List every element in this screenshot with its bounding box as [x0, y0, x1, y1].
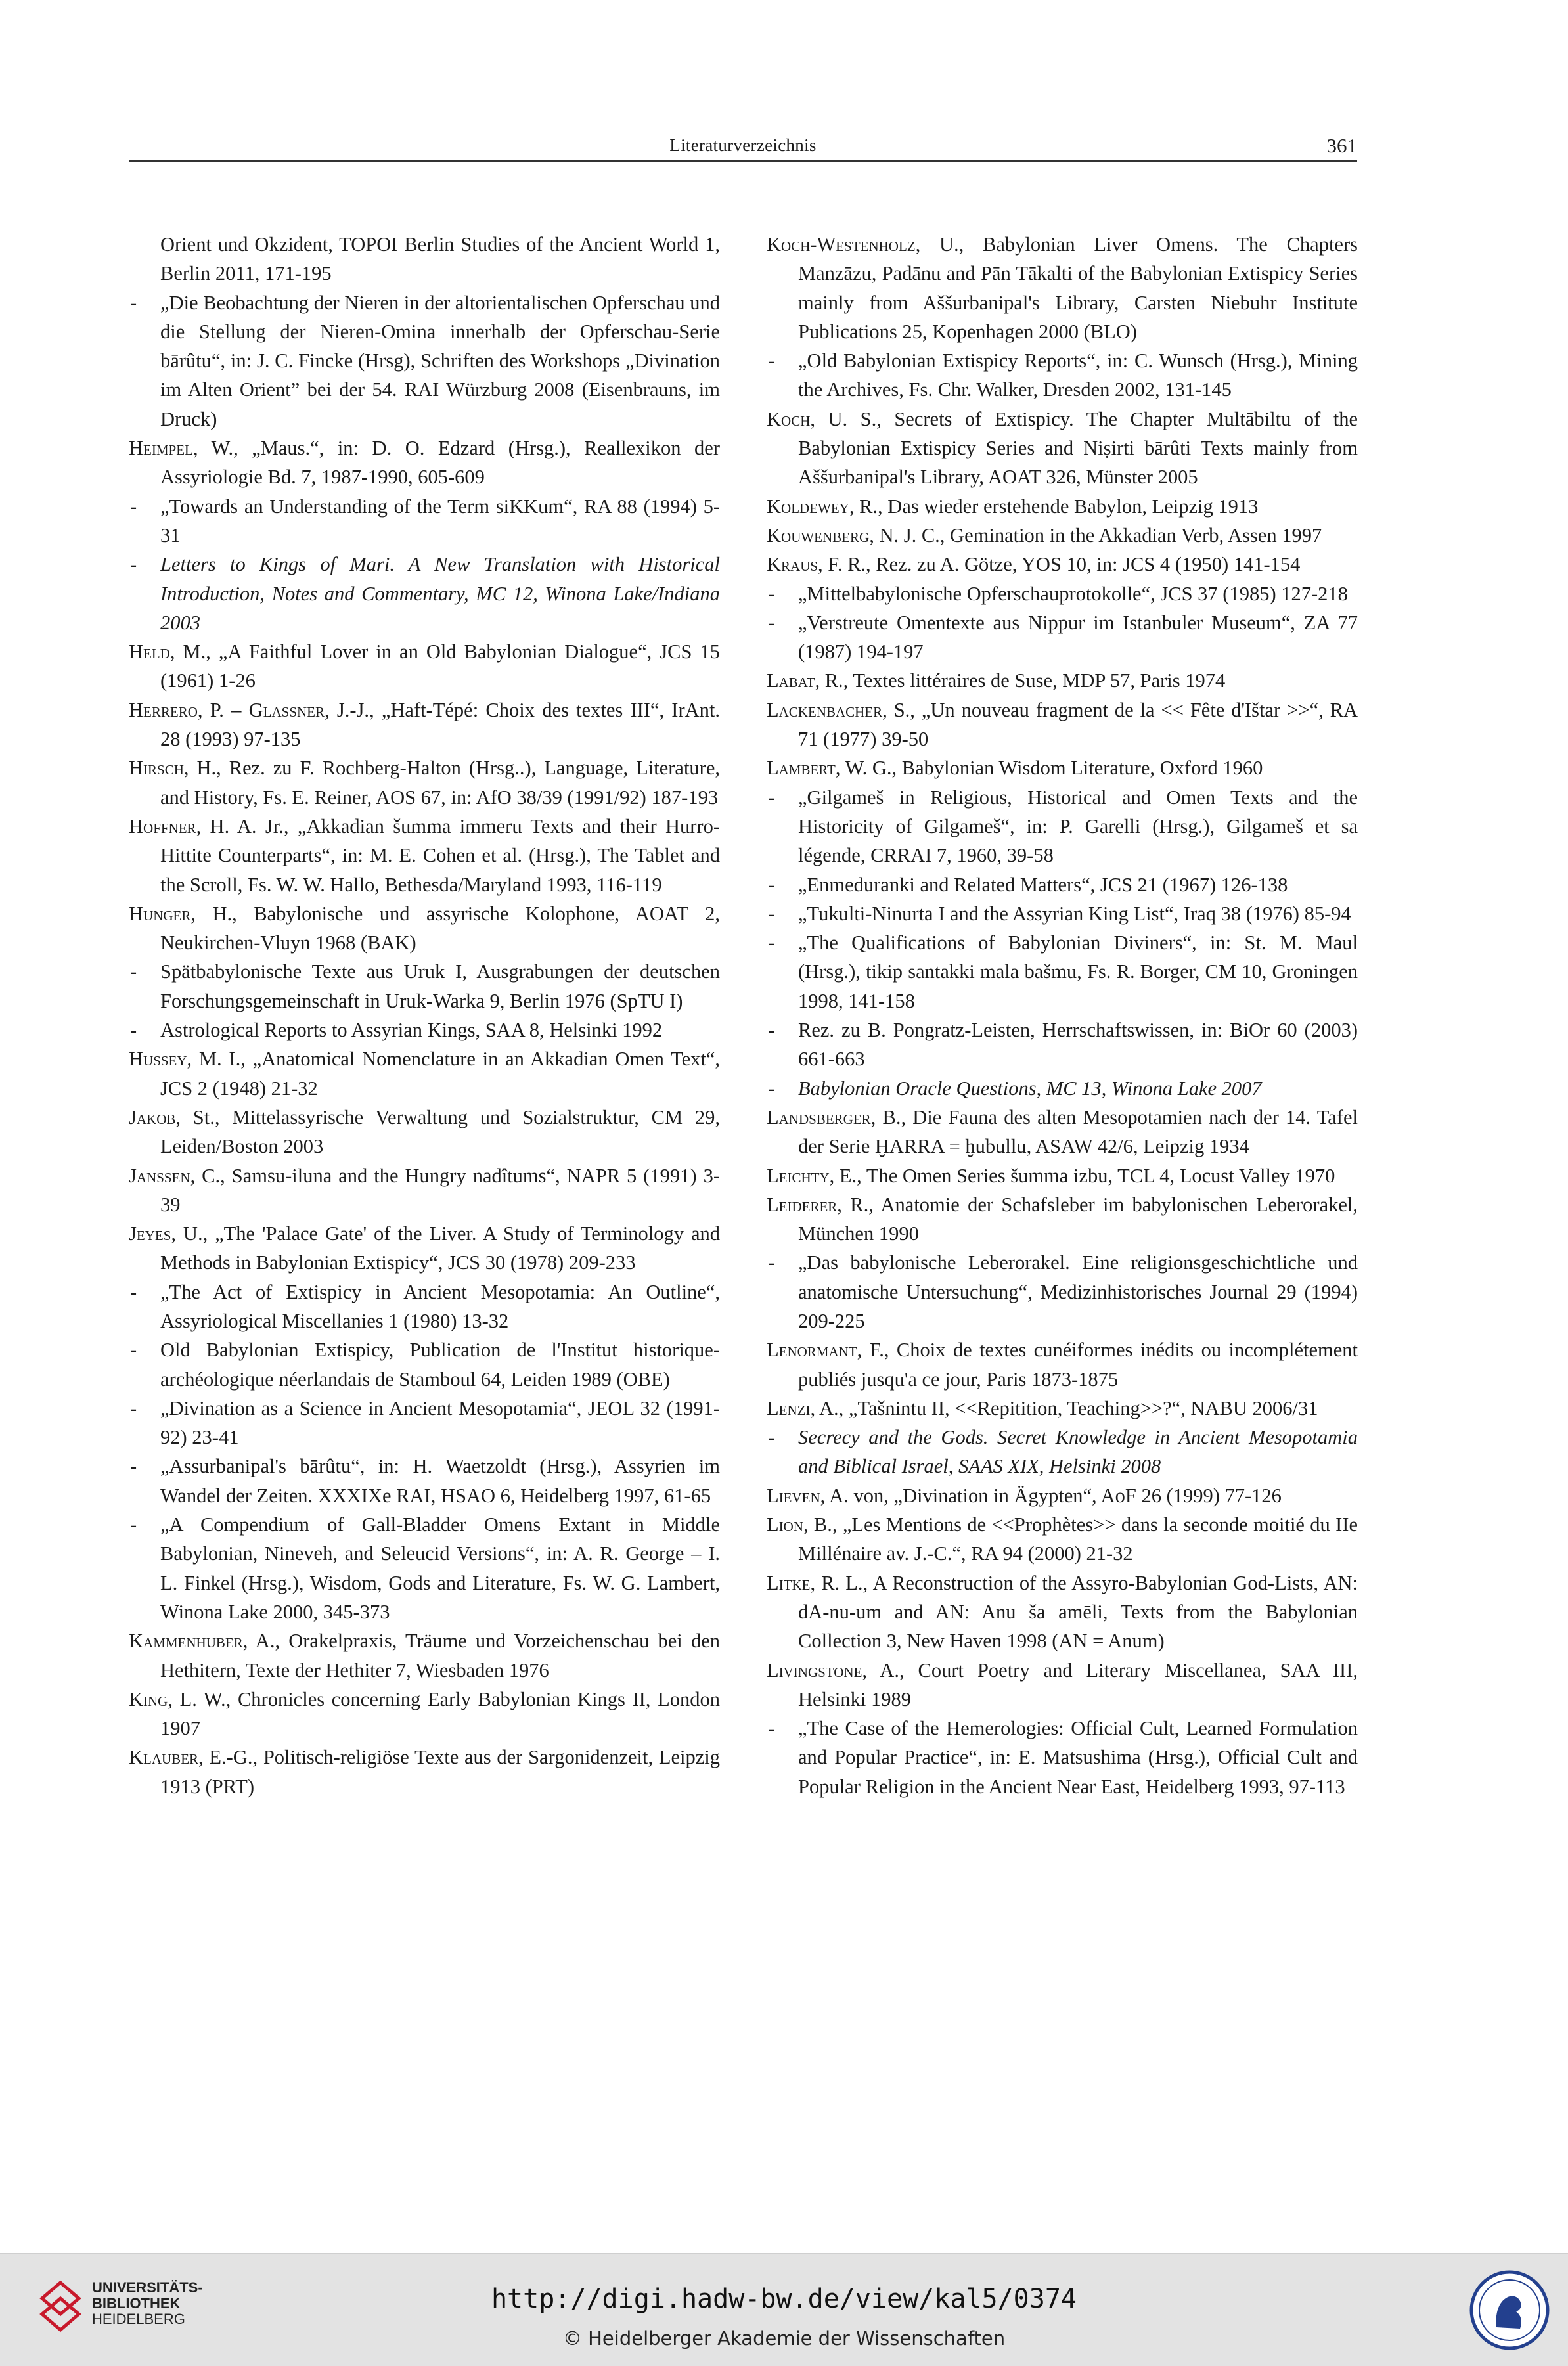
- permalink-url[interactable]: http://digi.hadw-bw.de/view/kal5/0374: [491, 2284, 1077, 2314]
- bib-entry-litke: Litke, R. L., A Reconstruction of the Assyro-Babylonian God-Lists, AN: dA-nu-um and AN: Anu ša amēli, Texts from the Babylonian Collection 3, New Haven 1998 (AN = Anum): [767, 1571, 1358, 1653]
- bib-entry-held: Held, M., „A Faithful Lover in an Old Babylonian Dialogue“, JCS 15 (1961) 1-26: [129, 640, 720, 692]
- bib-entry-landsberger: Landsberger, B., Die Fauna des alten Mesopotamien nach der 14. Tafel der Serie ḪARRA = ḫubullu, ASAW 42/6, Leipzig 1934: [767, 1105, 1358, 1158]
- bib-entry-lackenbacher: Lackenbacher, S., „Un nouveau fragment de la << Fête d'Ištar >>“, RA 71 (1977) 39-50: [767, 698, 1358, 751]
- bib-entry-leichty: Leichty, E., The Omen Series šumma izbu, TCL 4, Locust Valley 1970: [767, 1164, 1335, 1187]
- library-name: UNIVERSITÄTS- BIBLIOTHEK HEIDELBERG: [92, 2279, 203, 2327]
- bib-entry-kouwenberg: Kouwenberg, N. J. C., Gemination in the Akkadian Verb, Assen 1997: [767, 524, 1322, 547]
- bib-entry-lenzi: Lenzi, A., „Tašnintu II, <<Repitition, Teaching>>?“, NABU 2006/31: [767, 1396, 1318, 1419]
- bib-subentry: - Secrecy and the Gods. Secret Knowledge in Ancient Mesopotamia and Biblical Israel, SAAS XIX, Helsinki 2008: [768, 1426, 1358, 1478]
- bib-subentry: - „Mittelbabylonische Opferschauprotokolle“, JCS 37 (1985) 127-218: [768, 582, 1348, 605]
- bib-subentry: - Astrological Reports to Assyrian Kings, SAA 8, Helsinki 1992: [130, 1019, 663, 1042]
- bib-entry-lieven: Lieven, A. von, „Divination in Ägypten“, AoF 26 (1999) 77-126: [767, 1484, 1282, 1507]
- bib-entry-koldewey: Koldewey, R., Das wieder erstehende Babylon, Leipzig 1913: [767, 495, 1259, 518]
- bib-entry-hoffner: Hoffner, H. A. Jr., „Akkadian šumma immeru Texts and their Hurro-Hittite Counterparts“, in: M. E. Cohen et al. (Hrsg.), The Tablet and the Scroll, Fs. W. W. Hallo, Bethesda/Maryland 1993, 116-119: [129, 815, 720, 896]
- bib-entry-livingstone: Livingstone, A., Court Poetry and Literary Miscellanea, SAA III, Helsinki 1989: [767, 1659, 1358, 1710]
- bib-subentry: - „The Qualifications of Babylonian Diviners“, in: St. M. Maul (Hrsg.), tikip santakki mala bašmu, Fs. R. Borger, CM 10, Groningen 1998, 141-158: [768, 931, 1358, 1012]
- bib-entry-jakob: Jakob, St., Mittelassyrische Verwaltung und Sozialstruktur, CM 29, Leiden/Boston 2003: [129, 1105, 720, 1158]
- bib-subentry: - „A Compendium of Gall-Bladder Omens Extant in Middle Babylonian, Nineveh, and Seleucid Versions“, in: A. R. George – I. L. Finkel (Hrsg.), Wisdom, Gods and Literature, Fs. W. G. Lambert, Winona Lake 2000, 345-373: [130, 1513, 720, 1623]
- bib-subentry: - „The Case of the Hemerologies: Official Cult, Learned Formulation and Popular Practice“, in: E. Matsushima (Hrsg.), Official Cult and Popular Religion in the Ancient Near East, Heidelberg 1993, 97-113: [768, 1717, 1358, 1798]
- bib-subentry: - „Divination as a Science in Ancient Mesopotamia“, JEOL 32 (1991-92) 23-41: [130, 1396, 720, 1449]
- bib-entry-labat: Labat, R., Textes littéraires de Suse, MDP 57, Paris 1974: [767, 669, 1226, 692]
- bib-entry-leiderer: Leiderer, R., Anatomie der Schafsleber im babylonischen Leberorakel, München 1990: [767, 1193, 1358, 1245]
- bibliography-left-column: [129, 230, 720, 1801]
- bib-subentry: - „Assurbanipal's bārûtu“, in: H. Waetzoldt (Hrsg.), Assyrien im Wandel der Zeiten. XXXIXe RAI, HSAO 6, Heidelberg 1997, 61-65: [130, 1455, 720, 1507]
- bib-subentry: - „Tukulti-Ninurta I and the Assyrian King List“, Iraq 38 (1976) 85-94: [768, 902, 1351, 925]
- bib-subentry: - Rez. zu B. Pongratz-Leisten, Herrschaftswissen, in: BiOr 60 (2003) 661-663: [768, 1019, 1358, 1071]
- bib-entry-hirsch: Hirsch, H., Rez. zu F. Rochberg-Halton (Hrsg..), Language, Literature, and History, Fs. E. Reiner, AOS 67, in: AfO 38/39 (1991/92) 187-193: [129, 757, 720, 809]
- bib-subentry: - „Verstreute Omentexte aus Nippur im Istanbuler Museum“, ZA 77 (1987) 194-197: [768, 611, 1358, 663]
- bibliography-right-column: [767, 230, 1358, 1801]
- bib-subentry: - „The Act of Extispicy in Ancient Mesopotamia: An Outline“, Assyriological Miscellanies 1 (1980) 13-32: [130, 1280, 720, 1332]
- bib-entry-kraus: Kraus, F. R., Rez. zu A. Götze, YOS 10, in: JCS 4 (1950) 141-154: [767, 553, 1301, 576]
- running-head: [129, 135, 1357, 162]
- bib-entry-lenormant: Lenormant, F., Choix de textes cunéiformes inédits ou incomplétement publiés jusqu'a ce jour, Paris 1873-1875: [767, 1339, 1358, 1391]
- bib-subentry: - Babylonian Oracle Questions, MC 13, Winona Lake 2007: [768, 1077, 1262, 1100]
- bib-entry-kammenhuber: Kammenhuber, A., Orakelpraxis, Träume und Vorzeichenschau bei den Hethitern, Texte der Hethiter 7, Wiesbaden 1976: [129, 1630, 720, 1682]
- bib-entry-continued: Orient und Okzident, TOPOI Berlin Studies of the Ancient World 1, Berlin 2011, 171-195: [160, 233, 720, 285]
- bib-subentry: - „Die Beobachtung der Nieren in der altorientalischen Opferschau und die Stellung der Nieren-Omina innerhalb der Opferschau-Serie bārûtu“, in: J. C. Fincke (Hrsg), Schriften des Workshops „Divination im Alten Orient” bei der 54. RAI Würzburg 2008 (Eisenbrauns, im Druck): [130, 291, 720, 430]
- bib-entry-janssen: Janssen, C., Samsu-iluna and the Hungry nadîtums“, NAPR 5 (1991) 3-39: [129, 1164, 720, 1216]
- bib-entry-heimpel: Heimpel, W., „Maus.“, in: D. O. Edzard (Hrsg.), Reallexikon der Assyriologie Bd. 7, 1987-1990, 605-609: [129, 437, 720, 489]
- bib-entry-klauber: Klauber, E.-G., Politisch-religiöse Texte aus der Sargonidenzeit, Leipzig 1913 (PRT): [129, 1746, 720, 1798]
- bib-entry-koch-westenholz: Koch-Westenholz, U., Babylonian Liver Omens. The Chapters Manzāzu, Padānu and Pān Tākalti of the Babylonian Extispicy Series mainly from Aššurbanipal's Library, Carsten Niebuhr Institute Publications 25, Kopenhagen 2000 (BLO): [767, 233, 1358, 343]
- bib-entry-koch: Koch, U. S., Secrets of Extispicy. The Chapter Multābiltu of the Babylonian Extispicy Series and Niṣirti bārûti Texts mainly from Aššurbanipal's Library, AOAT 326, Münster 2005: [767, 407, 1358, 489]
- page-number: 361: [1326, 134, 1357, 157]
- bib-subentry: - „Das babylonische Leberorakel. Eine religionsgeschichtliche und anatomische Untersuchung“, Medizinhistorisches Journal 29 (1994) 209-225: [768, 1251, 1358, 1332]
- bib-entry-king: King, L. W., Chronicles concerning Early Babylonian Kings II, London 1907: [129, 1687, 720, 1740]
- bib-subentry: - „Towards an Understanding of the Term siKKum“, RA 88 (1994) 5-31: [130, 495, 720, 547]
- running-title: Literaturverzeichnis: [669, 135, 817, 155]
- bib-entry-jeyes: Jeyes, U., „The 'Palace Gate' of the Liver. A Study of Terminology and Methods in Babylonian Extispicy“, JCS 30 (1978) 209-233: [129, 1222, 720, 1274]
- bib-subentry: - Letters to Kings of Mari. A New Translation with Historical Introduction, Notes and Commentary, MC 12, Winona Lake/Indiana 2003: [130, 553, 720, 634]
- bib-subentry: - Old Babylonian Extispicy, Publication de l'Institut historique-archéologique néerlandais de Stamboul 64, Leiden 1989 (OBE): [130, 1339, 720, 1391]
- bib-entry-hunger: Hunger, H., Babylonische und assyrische Kolophone, AOAT 2, Neukirchen-Vluyn 1968 (BAK): [129, 902, 720, 954]
- digitization-footer: [0, 2253, 1568, 2366]
- bib-entry-herrero: Herrero, P. – Glassner, J.-J., „Haft-Tépé: Choix des textes III“, IrAnt. 28 (1993) 97-135: [129, 698, 720, 751]
- bib-subentry: - „Enmeduranki and Related Matters“, JCS 21 (1967) 126-138: [768, 873, 1288, 896]
- bib-entry-lion: Lion, B., „Les Mentions de <<Prophètes>> dans la seconde moitié du IIe Millénaire av. J.-C.“, RA 94 (2000) 21-32: [767, 1513, 1358, 1565]
- bib-entry-lambert: Lambert, W. G., Babylonian Wisdom Literature, Oxford 1960: [767, 757, 1263, 780]
- bib-subentry: - „Old Babylonian Extispicy Reports“, in: C. Wunsch (Hrsg.), Mining the Archives, Fs. Chr. Walker, Dresden 2002, 131-145: [768, 349, 1358, 401]
- bib-subentry: - Spätbabylonische Texte aus Uruk I, Ausgrabungen der deutschen Forschungsgemeinschaft in Uruk-Warka 9, Berlin 1976 (SpTU I): [130, 960, 720, 1012]
- bib-entry-hussey: Hussey, M. I., „Anatomical Nomenclature in an Akkadian Omen Text“, JCS 2 (1948) 21-32: [129, 1048, 720, 1100]
- academy-seal-icon: [1469, 2269, 1550, 2351]
- copyright-notice: © Heidelberger Akademie der Wissenschaften: [562, 2327, 1006, 2350]
- bib-subentry: - „Gilgameš in Religious, Historical and Omen Texts and the Historicity of Gilgameš“, in: P. Garelli (Hrsg.), Gilgameš et sa légende, CRRAI 7, 1960, 39-58: [768, 786, 1358, 867]
